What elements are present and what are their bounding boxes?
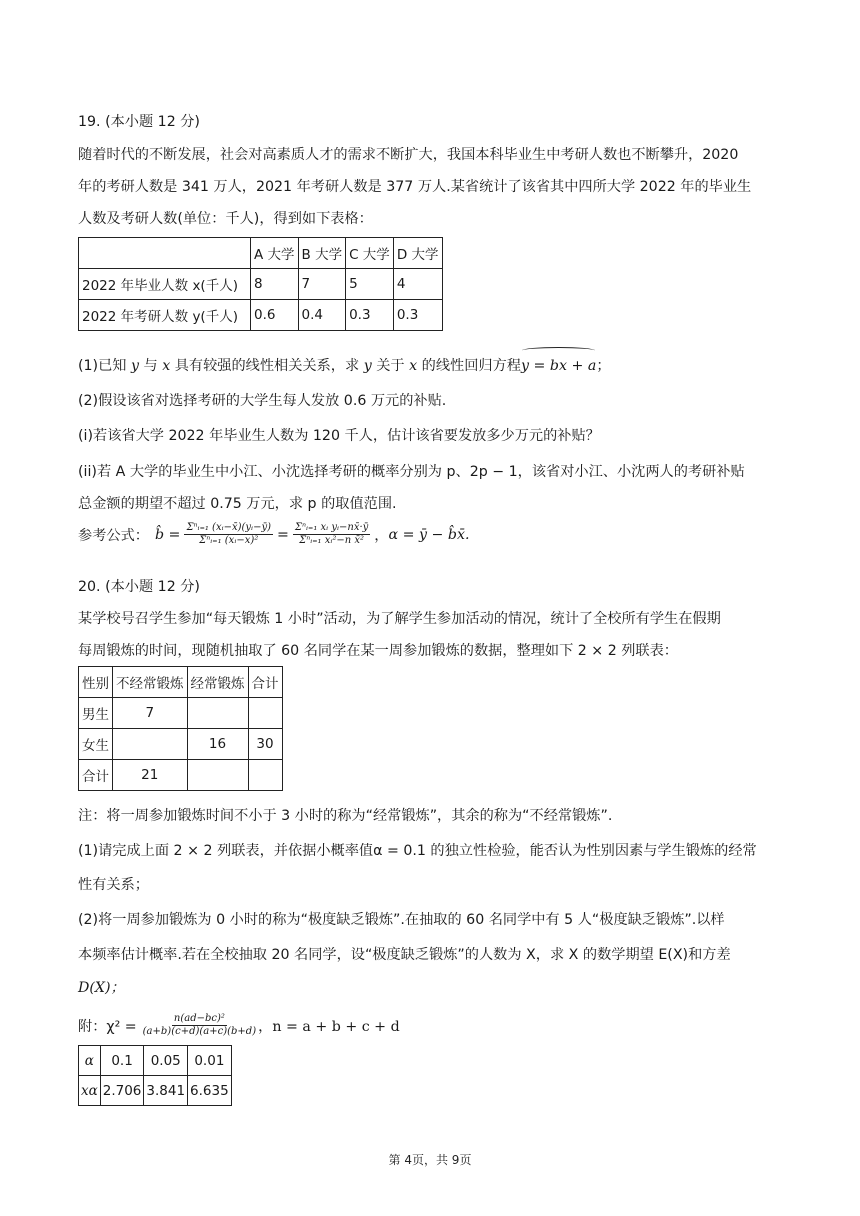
table-row — [79, 760, 283, 791]
formula-label: 参考公式： — [78, 527, 149, 544]
q20-critical-value-table — [78, 1045, 232, 1106]
table-header: A 大学 — [251, 238, 299, 269]
table-cell: 7 — [113, 698, 188, 729]
regression-equation: y = bx + a — [521, 350, 596, 382]
q19-heading: 19. (本小题 12 分) — [78, 114, 200, 130]
q20-part2-line-1: (2)将一周参加锻炼为 0 小时的称为“极度缺乏锻炼”.在抽取的 60 名同学中有 5 人“极度缺乏锻炼”.以样 — [78, 912, 725, 928]
text: (1)已知 — [78, 358, 131, 374]
fraction-denominator: Σⁿᵢ₌₁ (xᵢ−x)² — [199, 535, 259, 546]
table-cell — [248, 698, 282, 729]
formula-b: b̂ = — [154, 526, 181, 543]
table-cell: 2.706 — [100, 1076, 144, 1106]
var-y: y — [130, 358, 139, 374]
table-cell: 3.841 — [144, 1076, 188, 1106]
table-cell: 8 — [251, 269, 299, 300]
fraction-numerator: Σⁿᵢ₌₁ xᵢ yᵢ−nx̄·ȳ — [294, 522, 369, 533]
table-cell — [79, 238, 251, 269]
table-header: 不经常锻炼 — [113, 667, 188, 698]
q20-intro-line-1: 某学校号召学生参加“每天锻炼 1 小时”活动，为了解学生参加活动的情况，统计了全校所有学生在假期 — [78, 611, 721, 627]
q19-intro-line-3: 人数及考研人数(单位：千人)，得到如下表格： — [78, 211, 373, 227]
table-cell — [187, 698, 248, 729]
var-x: x — [409, 358, 418, 374]
table-header: D 大学 — [393, 238, 442, 269]
table-cell: 16 — [187, 729, 248, 760]
formula-a: α = ȳ − b̂x̄. — [388, 526, 470, 543]
table-row — [79, 1076, 232, 1106]
q20-part1-line-1: (1)请完成上面 2 × 2 列联表，并依据小概率值α = 0.1 的独立性检验，能否认为性别因素与学生锻炼的经常 — [78, 843, 757, 859]
fraction-numerator: n(ad−bc)² — [173, 1013, 225, 1024]
table-cell: xα — [79, 1076, 101, 1106]
q19-intro — [78, 139, 751, 235]
page-footer: 第 4页，共 9页 — [388, 1153, 472, 1167]
table-cell: 女生 — [79, 729, 113, 760]
table-cell: 21 — [113, 760, 188, 791]
q19-intro-line-1: 随着时代的不断发展，社会对高素质人才的需求不断扩大，我国本科毕业生中考研人数也不断攀升，2020 — [78, 147, 739, 163]
fraction-denominator: (a+b)(c+d)(a+c)(b+d) — [142, 1026, 257, 1037]
formula-b-fraction-2 — [293, 522, 370, 547]
q20-part2-line-3: D(X)； — [78, 980, 125, 996]
q20-intro — [78, 603, 721, 667]
var-x: x — [162, 358, 171, 374]
table-row — [79, 698, 283, 729]
text: 与 — [139, 358, 163, 374]
table-cell: 4 — [393, 269, 442, 300]
q20-part2-line-2: 本频率估计概率.若在全校抽取 20 名同学，设“极度缺乏锻炼”的人数为 X，求 X 的数学期望 E(X)和方差 — [78, 947, 731, 963]
text: 关于 — [371, 358, 410, 374]
appendix-label: 附：χ² = — [78, 1018, 137, 1035]
q19-intro-line-2: 年的考研人数是 341 万人，2021 年考研人数是 377 万人.某省统计了该省其中四所大学 2022 年的毕业生 — [78, 179, 752, 195]
formula-b-fraction-1 — [184, 522, 273, 547]
var-y: y — [363, 358, 372, 374]
table-header: C 大学 — [346, 238, 394, 269]
table-cell: 2022 年考研人数 y(千人) — [79, 300, 251, 331]
text: ； — [596, 358, 611, 374]
table-header: 合计 — [248, 667, 282, 698]
q20-heading: 20. (本小题 12 分) — [78, 579, 200, 595]
separator: ， — [374, 527, 389, 544]
table-cell: 0.01 — [188, 1046, 232, 1076]
table-cell: 0.4 — [298, 300, 346, 331]
table-cell: 合计 — [79, 760, 113, 791]
table-cell: 6.635 — [188, 1076, 232, 1106]
q20-appendix-formula — [78, 1013, 400, 1038]
q19-part1 — [78, 350, 611, 382]
q20-note: 注：将一周参加锻炼时间不小于 3 小时的称为“经常锻炼”，其余的称为“不经常锻炼”. — [78, 808, 613, 824]
table-cell: 男生 — [79, 698, 113, 729]
table-cell: 5 — [346, 269, 394, 300]
table-cell: 0.1 — [100, 1046, 144, 1076]
table-cell: 0.05 — [144, 1046, 188, 1076]
text: 的线性回归方程 — [417, 358, 521, 374]
q19-formula — [78, 522, 470, 547]
table-row — [79, 300, 443, 331]
q20-contingency-table — [78, 666, 283, 791]
fraction-numerator: Σⁿᵢ₌₁ (xᵢ−x̄)(yᵢ−ȳ) — [186, 522, 272, 533]
table-row — [79, 729, 283, 760]
table-cell: 7 — [298, 269, 346, 300]
table-row — [79, 1046, 232, 1076]
fraction-denominator: Σⁿᵢ₌₁ xᵢ²−n x̄² — [299, 535, 365, 546]
text: 具有较强的线性相关关系，求 — [170, 358, 364, 374]
equals-sign: = — [277, 526, 289, 543]
q20-intro-line-2: 每周锻炼的时间，现随机抽取了 60 名同学在某一周参加锻炼的数据，整理如下 2 × 2 列联表： — [78, 643, 678, 659]
q19-table — [78, 237, 443, 331]
table-header: 性别 — [79, 667, 113, 698]
table-cell — [113, 729, 188, 760]
table-cell: 0.3 — [346, 300, 394, 331]
table-cell — [248, 760, 282, 791]
q20-part1-line-2: 性有关系； — [78, 877, 149, 893]
q19-part2-ii-line-1: (ii)若 A 大学的毕业生中小江、小沈选择考研的概率分别为 p、2p − 1，该省对小江、小沈两人的考研补贴 — [78, 464, 745, 480]
table-cell: 30 — [248, 729, 282, 760]
table-row — [79, 667, 283, 698]
table-cell: 2022 年毕业人数 x(千人) — [79, 269, 251, 300]
q19-part2: (2)假设该省对选择考研的大学生每人发放 0.6 万元的补贴. — [78, 393, 447, 409]
table-cell — [187, 760, 248, 791]
table-cell: 0.3 — [393, 300, 442, 331]
q19-part2-i: (i)若该省大学 2022 年毕业生人数为 120 千人，估计该省要发放多少万元的补贴？ — [78, 428, 600, 444]
table-header: B 大学 — [298, 238, 346, 269]
chi-square-fraction — [141, 1013, 258, 1038]
table-cell: α — [79, 1046, 101, 1076]
table-row — [79, 238, 443, 269]
q19-part2-ii-line-2: 总金额的期望不超过 0.75 万元，求 p 的取值范围. — [78, 496, 397, 512]
table-row — [79, 269, 443, 300]
table-header: 经常锻炼 — [187, 667, 248, 698]
n-definition: ，n = a + b + c + d — [258, 1018, 400, 1035]
table-cell: 0.6 — [251, 300, 299, 331]
